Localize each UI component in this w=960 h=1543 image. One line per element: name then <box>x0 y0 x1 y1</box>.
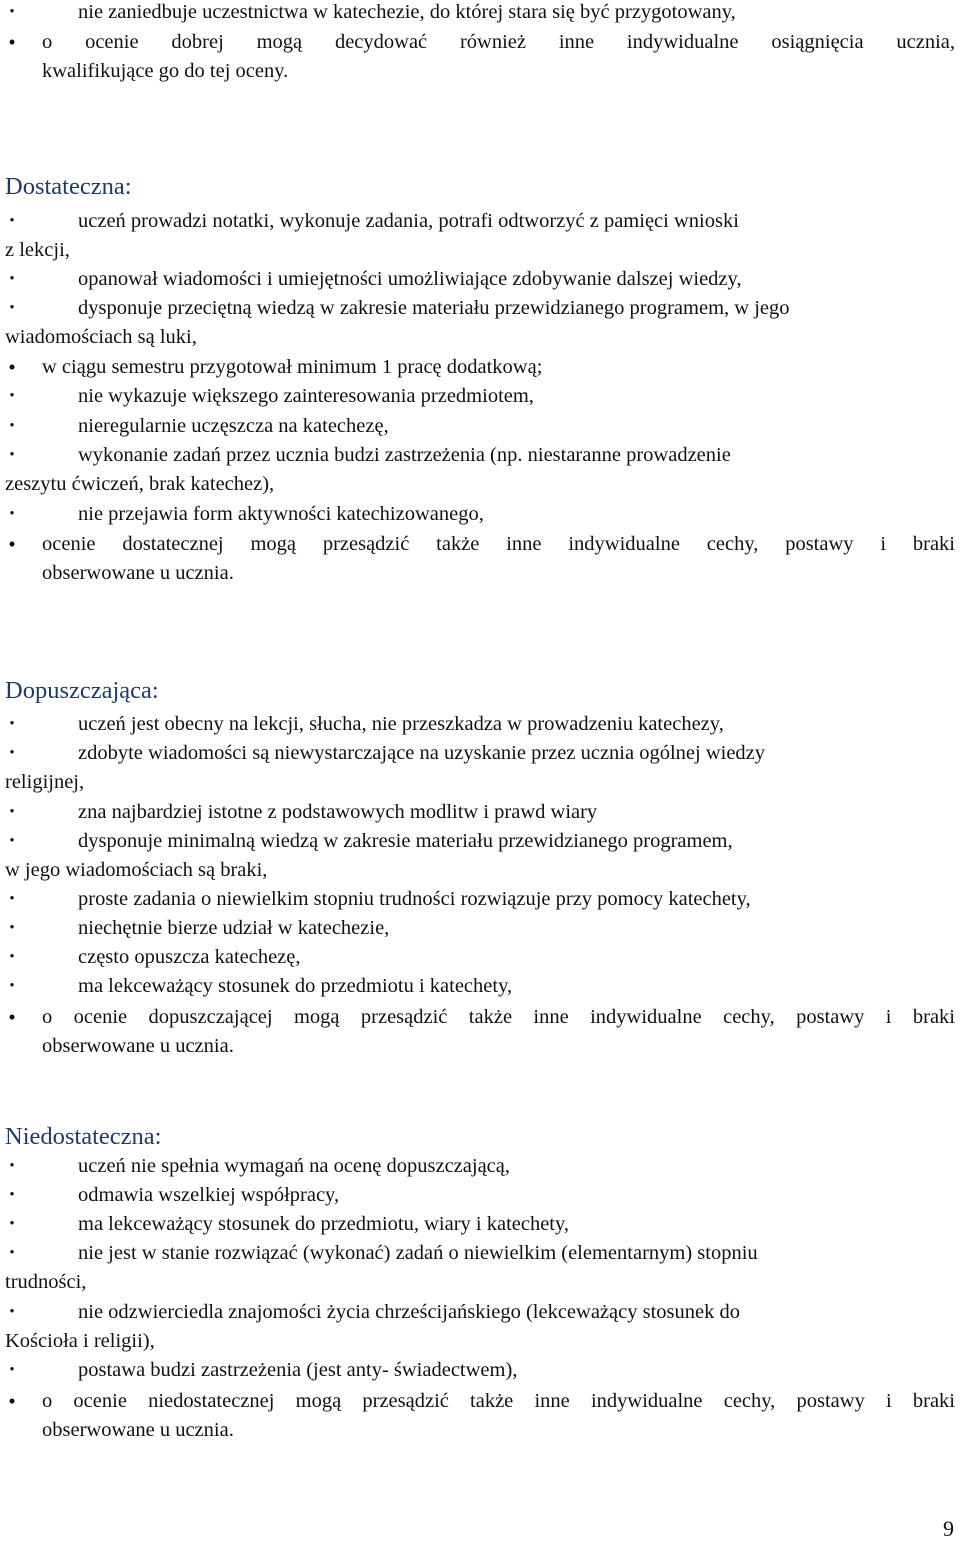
section-heading-niedostateczna: Niedostateczna: <box>5 1123 162 1150</box>
bullet: • <box>9 1187 15 1203</box>
bullet: • <box>9 1216 15 1232</box>
section-heading-dostateczna: Dostateczna: <box>5 173 132 200</box>
bullet: • <box>9 418 15 434</box>
list-item: o ocenie dopuszczającej mogą przesądzić także inne indywidualne cechy, postawy i braki <box>42 1006 955 1028</box>
list-item: nie zaniedbuje uczestnictwa w katechezie, do której stara się być przygotowany, <box>78 1 736 23</box>
bullet: • <box>9 1304 15 1320</box>
bullet: • <box>9 271 15 287</box>
bullet: • <box>8 355 16 379</box>
bullet: • <box>9 1158 15 1174</box>
list-item-continuation: trudności, <box>5 1271 87 1293</box>
list-item-continuation: obserwowane u ucznia. <box>42 1035 234 1057</box>
bullet: • <box>9 891 15 907</box>
list-item-continuation: Kościoła i religii), <box>5 1330 155 1352</box>
list-item: często opuszcza katechezę, <box>78 946 301 968</box>
bullet: • <box>9 447 15 463</box>
bullet: • <box>9 506 15 522</box>
list-item-continuation: zeszytu ćwiczeń, brak katechez), <box>5 473 275 495</box>
list-item: ocenie dostatecznej mogą przesądzić także inne indywidualne cechy, postawy i braki <box>42 533 955 555</box>
list-item: dysponuje minimalną wiedzą w zakresie materiału przewidzianego programem, <box>78 830 733 852</box>
bullet: • <box>9 949 15 965</box>
bullet: • <box>9 920 15 936</box>
list-item: nie przejawia form aktywności katechizowanego, <box>78 503 484 525</box>
list-item: niechętnie bierze udział w katechezie, <box>78 917 390 939</box>
bullet: • <box>9 745 15 761</box>
list-item-continuation: religijnej, <box>5 771 85 793</box>
list-item-continuation: obserwowane u ucznia. <box>42 562 234 584</box>
list-item: opanował wiadomości i umiejętności umożliwiające zdobywanie dalszej wiedzy, <box>78 268 742 290</box>
list-item: nie wykazuje większego zainteresowania przedmiotem, <box>78 385 534 407</box>
list-item: nie jest w stanie rozwiązać (wykonać) zadań o niewielkim (elementarnym) stopniu <box>78 1242 758 1264</box>
bullet: • <box>8 532 16 556</box>
bullet: • <box>8 1389 16 1413</box>
list-item: dysponuje przeciętną wiedzą w zakresie materiału przewidzianego programem, w jego <box>78 297 790 319</box>
bullet: • <box>9 716 15 732</box>
list-item: nie odzwierciedla znajomości życia chrześcijańskiego (lekceważący stosunek do <box>78 1301 740 1323</box>
list-item-continuation: w jego wiadomościach są braki, <box>5 859 268 881</box>
bullet: • <box>9 388 15 404</box>
list-item: o ocenie dobrej mogą decydować również inne indywidualne osiągnięcia ucznia, <box>42 31 955 53</box>
list-item-continuation: z lekcji, <box>5 239 70 261</box>
bullet: • <box>9 978 15 994</box>
list-item-continuation: obserwowane u ucznia. <box>42 1419 234 1441</box>
list-item-continuation: wiadomościach są luki, <box>5 326 197 348</box>
bullet: • <box>9 1245 15 1261</box>
bullet: • <box>9 213 15 229</box>
bullet: • <box>9 300 15 316</box>
bullet: • <box>9 4 15 20</box>
list-item: proste zadania o niewielkim stopniu trudności rozwiązuje przy pomocy katechety, <box>78 888 751 910</box>
bullet: • <box>8 30 16 54</box>
bullet: • <box>9 1362 15 1378</box>
bullet: • <box>9 804 15 820</box>
list-item-continuation: kwalifikujące go do tej oceny. <box>42 60 289 82</box>
bullet: • <box>8 1005 16 1029</box>
list-item: zna najbardziej istotne z podstawowych modlitw i prawd wiary <box>78 801 598 823</box>
list-item: ma lekceważący stosunek do przedmiotu i katechety, <box>78 975 513 997</box>
list-item: w ciągu semestru przygotował minimum 1 pracę dodatkową; <box>42 356 543 378</box>
section-heading-dopuszczajaca: Dopuszczająca: <box>5 677 159 704</box>
list-item: odmawia wszelkiej współpracy, <box>78 1184 340 1206</box>
list-item: o ocenie niedostatecznej mogą przesądzić także inne indywidualne cechy, postawy i braki <box>42 1390 955 1412</box>
list-item: wykonanie zadań przez ucznia budzi zastrzeżenia (np. niestaranne prowadzenie <box>78 444 731 466</box>
list-item: nieregularnie uczęszcza na katechezę, <box>78 415 389 437</box>
page-number: 9 <box>943 1516 954 1541</box>
list-item: uczeń jest obecny na lekcji, słucha, nie przeszkadza w prowadzeniu katechezy, <box>78 713 724 735</box>
bullet: • <box>9 833 15 849</box>
list-item: uczeń prowadzi notatki, wykonuje zadania, potrafi odtworzyć z pamięci wnioski <box>78 210 739 232</box>
list-item: ma lekceważący stosunek do przedmiotu, wiary i katechety, <box>78 1213 570 1235</box>
list-item: postawa budzi zastrzeżenia (jest anty- świadectwem), <box>78 1359 518 1381</box>
list-item: zdobyte wiadomości są niewystarczające na uzyskanie przez ucznia ogólnej wiedzy <box>78 742 766 764</box>
list-item: uczeń nie spełnia wymagań na ocenę dopuszczającą, <box>78 1155 510 1177</box>
